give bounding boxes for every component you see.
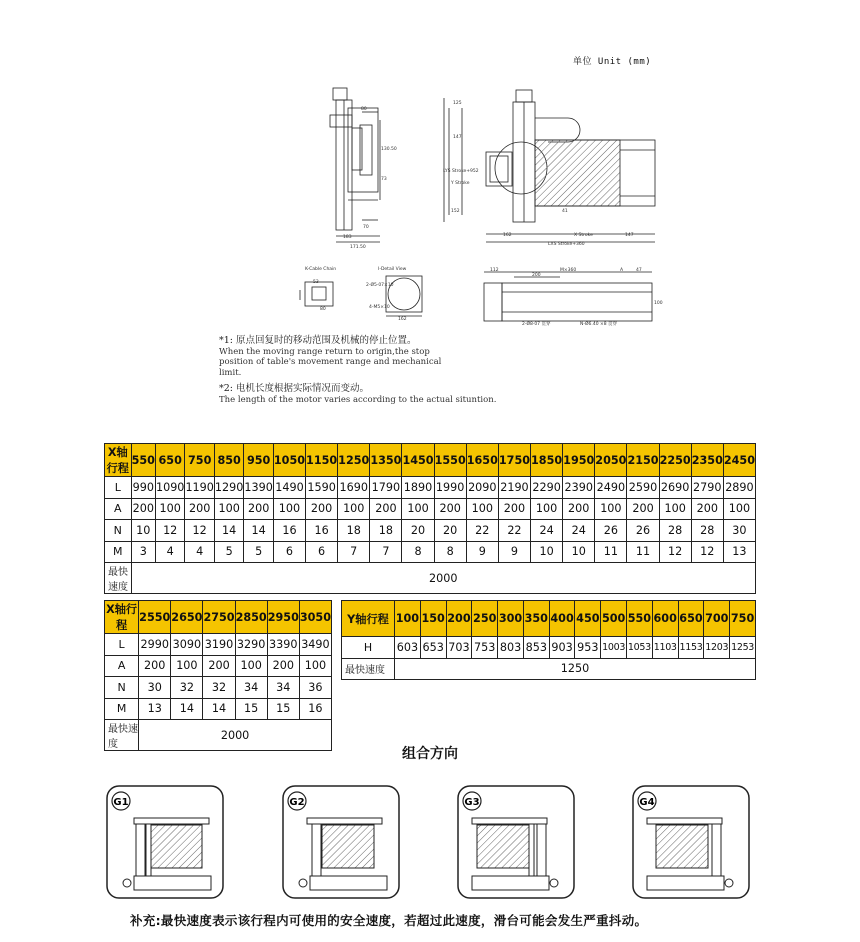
stroke-header-cell: 200: [446, 601, 472, 637]
top-dim-112: 112: [490, 268, 499, 273]
note1-en-line1: When the moving range return to origin,the stop: [219, 346, 430, 357]
side-dim-183: 183: [343, 235, 352, 240]
table-cell: 24: [563, 520, 595, 542]
table-cell: 1290: [214, 477, 243, 499]
table-row: [342, 637, 756, 659]
stroke-header-cell: 150: [420, 601, 446, 637]
stroke-header-cell: 650: [678, 601, 704, 637]
table-row: [105, 601, 332, 634]
row-label: M: [105, 698, 139, 720]
table-row: [105, 655, 332, 677]
stroke-header-cell: 350: [523, 601, 549, 637]
table-cell: 28: [659, 520, 691, 542]
y-axis-spec-table: [341, 600, 756, 680]
side-dim-73: 73: [381, 177, 387, 182]
table-header-label: X轴行程: [105, 444, 132, 477]
x-axis-spec-table-2: [104, 600, 332, 751]
stroke-header-cell: 750: [185, 444, 214, 477]
table-cell: 1690: [338, 477, 370, 499]
table-cell: 1253: [730, 637, 756, 659]
combination-g3: [457, 785, 575, 899]
top-dim-200: 200: [532, 273, 541, 278]
table-cell: 100: [214, 498, 243, 520]
table-cell: 100: [273, 498, 305, 520]
table-row: [342, 658, 756, 680]
speed-label: 最快速度: [342, 658, 395, 680]
stroke-header-cell: 1150: [306, 444, 338, 477]
detail-hole-2: 4-M5×10: [369, 305, 390, 310]
table-cell: 753: [472, 637, 498, 659]
table-cell: 1203: [704, 637, 730, 659]
table-cell: 200: [434, 498, 466, 520]
table-cell: 32: [203, 677, 235, 699]
top-dim-100: 100: [654, 301, 663, 306]
top-view-drawing: [484, 272, 652, 321]
table-cell: 603: [395, 637, 421, 659]
speed-label: 最快速度: [105, 720, 139, 751]
stroke-header-cell: 2650: [171, 601, 203, 634]
table-cell: 3490: [299, 634, 331, 656]
note1-en-line3: limit.: [219, 367, 242, 378]
table-cell: 100: [466, 498, 498, 520]
side-dim-171: 171.50: [350, 245, 366, 250]
cable-chain-label: K-Cable Chain: [305, 267, 337, 272]
row-label: N: [105, 677, 139, 699]
table-cell: 2190: [498, 477, 530, 499]
table-cell: 18: [338, 520, 370, 542]
table-header-label: X轴行程: [105, 601, 139, 634]
table-cell: 8: [402, 541, 434, 563]
note2-en: The length of the motor varies according to the actual situntion.: [219, 394, 497, 405]
table-row: [105, 477, 756, 499]
table-cell: 3: [131, 541, 155, 563]
table-cell: 1890: [402, 477, 434, 499]
front-dim-ystroke: Y Stroke: [451, 181, 470, 186]
table-cell: 1053: [627, 637, 653, 659]
table-cell: 14: [244, 520, 273, 542]
stroke-header-cell: 300: [498, 601, 524, 637]
table-cell: 2890: [723, 477, 755, 499]
stroke-header-cell: 1550: [434, 444, 466, 477]
note1-en-line2: position of table's movement range and mechanical: [219, 357, 442, 367]
stroke-header-cell: 650: [155, 444, 184, 477]
table-cell: 953: [575, 637, 601, 659]
combo-label: G2: [289, 797, 305, 808]
table-cell: 2790: [691, 477, 723, 499]
stroke-header-cell: 2450: [723, 444, 755, 477]
table-cell: 2290: [531, 477, 563, 499]
table-cell: 2690: [659, 477, 691, 499]
table-cell: 1153: [678, 637, 704, 659]
front-dim-152: 152: [451, 209, 460, 214]
table-cell: 200: [498, 498, 530, 520]
top-dim-a: A: [620, 268, 624, 273]
stroke-header-cell: 950: [244, 444, 273, 477]
table-cell: 1090: [155, 477, 184, 499]
note2-zh: *2: 电机长度根据实际情况而变动。: [219, 383, 370, 394]
table-cell: 24: [531, 520, 563, 542]
table-cell: 2390: [563, 477, 595, 499]
table-cell: 1003: [601, 637, 627, 659]
technical-drawings: [0, 0, 860, 330]
front-dim-147b: 147: [625, 233, 634, 238]
footnote: 补充:最快速度表示该行程内可使用的安全速度，若超过此速度，滑台可能会发生严重抖动。: [130, 913, 648, 928]
table-cell: 30: [139, 677, 171, 699]
table-cell: 16: [306, 520, 338, 542]
stroke-header-cell: 250: [472, 601, 498, 637]
detail-dim-162: 162: [398, 317, 407, 322]
table-cell: 1190: [185, 477, 214, 499]
table-cell: 2590: [627, 477, 659, 499]
table-cell: 200: [691, 498, 723, 520]
stroke-header-cell: 400: [549, 601, 575, 637]
table-cell: 8: [434, 541, 466, 563]
front-dim-xstroke: X Stroke: [574, 233, 593, 238]
table-cell: 14: [214, 520, 243, 542]
stroke-header-cell: 2350: [691, 444, 723, 477]
table-cell: 32: [171, 677, 203, 699]
stroke-header-cell: 1650: [466, 444, 498, 477]
row-label: L: [105, 477, 132, 499]
table-cell: 11: [627, 541, 659, 563]
table-cell: 22: [498, 520, 530, 542]
table-cell: 703: [446, 637, 472, 659]
table-cell: 100: [338, 498, 370, 520]
table-cell: 3190: [203, 634, 235, 656]
table-cell: 15: [267, 698, 299, 720]
table-cell: 903: [549, 637, 575, 659]
table-row: [105, 498, 756, 520]
detail-view-drawing: [386, 276, 422, 316]
speed-value: 2000: [131, 563, 755, 594]
front-dim-41: 41: [562, 209, 568, 214]
table-cell: 4: [155, 541, 184, 563]
table-cell: 3090: [171, 634, 203, 656]
table-cell: 2490: [595, 477, 627, 499]
table-cell: 7: [338, 541, 370, 563]
stroke-header-cell: 2050: [595, 444, 627, 477]
table-cell: 100: [235, 655, 267, 677]
table-cell: 2090: [466, 477, 498, 499]
stroke-header-cell: 550: [627, 601, 653, 637]
table-cell: 12: [185, 520, 214, 542]
stroke-header-cell: 1050: [273, 444, 305, 477]
front-view-drawing: [444, 90, 655, 242]
table-cell: 1990: [434, 477, 466, 499]
table-row: [105, 634, 332, 656]
table-cell: 3290: [235, 634, 267, 656]
combo-label: G4: [639, 797, 655, 808]
table-cell: 20: [434, 520, 466, 542]
stroke-header-cell: 2850: [235, 601, 267, 634]
table-cell: 3390: [267, 634, 299, 656]
stroke-header-cell: 2750: [203, 601, 235, 634]
speed-value: 1250: [395, 658, 756, 680]
table-cell: 12: [659, 541, 691, 563]
stroke-header-cell: 1350: [370, 444, 402, 477]
table-cell: 10: [563, 541, 595, 563]
table-cell: 26: [595, 520, 627, 542]
detail-view-label: I-Detail View: [378, 267, 407, 272]
table-cell: 9: [498, 541, 530, 563]
stroke-header-cell: 1450: [402, 444, 434, 477]
table-cell: 16: [273, 520, 305, 542]
combo-label: G1: [113, 797, 129, 808]
stroke-header-cell: 2150: [627, 444, 659, 477]
table-row: [105, 698, 332, 720]
detail-dim-53: 53: [313, 280, 319, 285]
side-dim-70: 70: [363, 225, 369, 230]
side-dim-80: 80: [361, 107, 367, 112]
cable-chain-drawing: [300, 282, 333, 306]
table-row: [105, 520, 756, 542]
table-cell: 100: [155, 498, 184, 520]
stroke-header-cell: 1750: [498, 444, 530, 477]
stroke-header-cell: 1850: [531, 444, 563, 477]
table-cell: 14: [171, 698, 203, 720]
table-cell: 34: [267, 677, 299, 699]
front-dim-lys: LYS Stroke+952: [443, 169, 479, 174]
row-label: N: [105, 520, 132, 542]
table-cell: 200: [563, 498, 595, 520]
table-cell: 200: [203, 655, 235, 677]
table-cell: 100: [402, 498, 434, 520]
notes-block: [219, 336, 496, 405]
table-header-label: Y轴行程: [342, 601, 395, 637]
side-dim-130: 130.50: [381, 147, 397, 152]
table-cell: 853: [523, 637, 549, 659]
table-cell: 100: [531, 498, 563, 520]
table-cell: 13: [723, 541, 755, 563]
table-cell: 100: [171, 655, 203, 677]
table-cell: 12: [155, 520, 184, 542]
table-row: [105, 563, 756, 594]
table-cell: 10: [131, 520, 155, 542]
note1-zh: *1: 原点回复时的移动范围及机械的停止位置。: [219, 335, 417, 346]
table-cell: 26: [627, 520, 659, 542]
table-cell: 6: [306, 541, 338, 563]
stroke-header-cell: 450: [575, 601, 601, 637]
stroke-header-cell: 2550: [139, 601, 171, 634]
table-cell: 100: [659, 498, 691, 520]
row-label: A: [105, 655, 139, 677]
front-dim-125: 125: [453, 101, 462, 106]
table-cell: 1103: [652, 637, 678, 659]
table-cell: 10: [531, 541, 563, 563]
table-cell: 200: [131, 498, 155, 520]
front-dim-162: 162: [503, 233, 512, 238]
table-cell: 11: [595, 541, 627, 563]
table-cell: 5: [214, 541, 243, 563]
table-cell: 6: [273, 541, 305, 563]
table-cell: 200: [370, 498, 402, 520]
side-view-drawing: [330, 88, 380, 242]
table-cell: 200: [267, 655, 299, 677]
stroke-header-cell: 100: [395, 601, 421, 637]
table-cell: 5: [244, 541, 273, 563]
row-label: H: [342, 637, 395, 659]
table-cell: 2990: [139, 634, 171, 656]
top-hole-3: 2-Ø8·07 贯穿: [522, 322, 551, 327]
table-row: [105, 444, 756, 477]
table-cell: 1390: [244, 477, 273, 499]
table-cell: 200: [627, 498, 659, 520]
table-cell: 15: [235, 698, 267, 720]
speed-label: 最快速度: [105, 563, 132, 594]
table-cell: 1590: [306, 477, 338, 499]
stroke-header-cell: 2950: [267, 601, 299, 634]
table-row: [342, 601, 756, 637]
top-dim-m360: M×360: [560, 268, 577, 273]
table-cell: 803: [498, 637, 524, 659]
front-dim-147: 147: [453, 135, 462, 140]
table-cell: 18: [370, 520, 402, 542]
combination-g4: [632, 785, 750, 899]
table-cell: 200: [185, 498, 214, 520]
table-cell: 9: [466, 541, 498, 563]
top-hole-4: N-Ø6.40 ×8 贯穿: [580, 322, 618, 327]
table-cell: 1790: [370, 477, 402, 499]
combination-g1: [106, 785, 224, 899]
stroke-header-cell: 750: [730, 601, 756, 637]
combo-label: G3: [464, 797, 480, 808]
table-cell: 22: [466, 520, 498, 542]
table-cell: 1490: [273, 477, 305, 499]
stroke-header-cell: 500: [601, 601, 627, 637]
top-dim-47: 47: [636, 268, 642, 273]
table-cell: 20: [402, 520, 434, 542]
table-row: [105, 541, 756, 563]
table-cell: 100: [723, 498, 755, 520]
stroke-header-cell: 1250: [338, 444, 370, 477]
table-cell: 28: [691, 520, 723, 542]
stroke-header-cell: 700: [704, 601, 730, 637]
table-cell: 34: [235, 677, 267, 699]
stroke-header-cell: 1950: [563, 444, 595, 477]
table-cell: 36: [299, 677, 331, 699]
detail-dim-80: 80: [320, 307, 326, 312]
table-cell: 13: [139, 698, 171, 720]
table-cell: 30: [723, 520, 755, 542]
table-cell: 100: [299, 655, 331, 677]
table-cell: 14: [203, 698, 235, 720]
stroke-header-cell: 550: [131, 444, 155, 477]
table-cell: 653: [420, 637, 446, 659]
table-cell: 16: [299, 698, 331, 720]
stroke-header-cell: 850: [214, 444, 243, 477]
detail-hole-1: 2-Ø5·07×10: [366, 283, 394, 288]
table-cell: 200: [244, 498, 273, 520]
table-cell: 7: [370, 541, 402, 563]
stroke-header-cell: 2250: [659, 444, 691, 477]
front-dim-lxs: LXS Stroke+360: [548, 242, 585, 247]
table-cell: 100: [595, 498, 627, 520]
unit-label: 单位 Unit (mm): [573, 57, 652, 67]
row-label: A: [105, 498, 132, 520]
stroke-header-cell: 600: [652, 601, 678, 637]
table-row: [105, 677, 332, 699]
row-label: M: [105, 541, 132, 563]
table-cell: 990: [131, 477, 155, 499]
stroke-header-cell: 3050: [299, 601, 331, 634]
table-cell: 200: [306, 498, 338, 520]
speed-value: 2000: [139, 720, 332, 751]
table-cell: 200: [139, 655, 171, 677]
row-label: L: [105, 634, 139, 656]
table-cell: 4: [185, 541, 214, 563]
table-cell: 12: [691, 541, 723, 563]
combination-g2: [282, 785, 400, 899]
x-axis-spec-table-1: [104, 443, 756, 594]
combination-title: 组合方向: [402, 746, 458, 762]
